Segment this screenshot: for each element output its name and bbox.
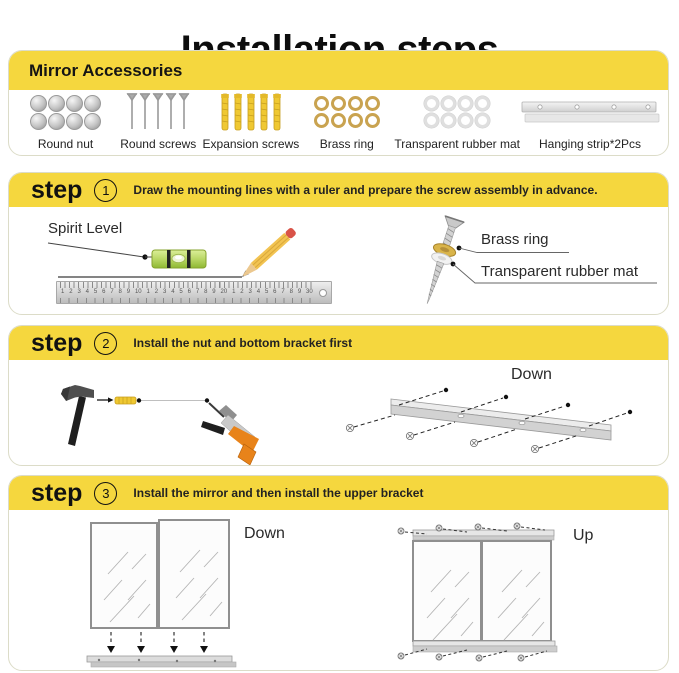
step-2-section — [8, 325, 669, 466]
hanging-strip-icon — [520, 90, 660, 134]
down-arrows — [111, 632, 204, 645]
accessories-header — [9, 51, 668, 90]
upper-bracket-icon — [413, 530, 554, 540]
step-3-section — [8, 475, 669, 671]
round-screws-icon — [125, 90, 191, 134]
step-3-illustration — [9, 510, 669, 671]
step-description: Draw the mounting lines with a ruler and prepare the screw assembly in advance. — [133, 183, 598, 197]
step-3-content — [9, 510, 668, 670]
down-label: Down — [244, 525, 285, 542]
spirit-level-icon — [152, 250, 206, 268]
step-2-illustration — [9, 360, 669, 466]
bottom-strip-icon — [87, 656, 236, 667]
accessories-title: Mirror Accessories — [29, 60, 183, 80]
step-label: step — [31, 478, 83, 507]
step-3-header — [9, 476, 668, 510]
step-number-badge: 1 — [94, 179, 117, 202]
rubber-mat-label: Transparent rubber mat — [481, 263, 639, 280]
expansion-screw-icon — [115, 397, 136, 404]
accessory-brass-ring — [299, 90, 394, 156]
down-label: Down — [511, 366, 552, 383]
accessory-rubber-mat — [394, 90, 520, 156]
step-1-content — [9, 207, 668, 314]
brass-ring-label: Brass ring — [481, 231, 549, 248]
accessory-round-nut — [17, 90, 114, 156]
accessories-section — [8, 50, 669, 156]
accessory-expansion-screws — [203, 90, 300, 156]
hammer-icon — [61, 385, 94, 446]
accessory-label: Hanging strip*2Pcs — [538, 137, 642, 151]
accessory-label: Transparent rubber mat — [394, 137, 521, 151]
mirror-panels-down-icon — [91, 520, 229, 628]
accessory-round-screws — [114, 90, 202, 156]
step-2-header — [9, 326, 668, 360]
pencil-icon — [239, 227, 297, 281]
step-2-content — [9, 360, 668, 465]
round-nut-icon — [30, 90, 101, 134]
step-number-badge: 2 — [94, 332, 117, 355]
step-label: step — [31, 328, 83, 357]
step-description: Install the nut and bottom bracket first — [133, 336, 353, 350]
step-number-badge: 3 — [94, 482, 117, 505]
expansion-screws-icon — [217, 90, 285, 134]
accessory-label: Expansion screws — [202, 137, 300, 151]
step-1-header — [9, 173, 668, 207]
drill-icon — [201, 403, 259, 465]
ruler-numbers: 1 2 3 4 5 6 7 8 9 10 1 2 3 4 5 6 7 8 9 20 1 2 3 4 5 6 7 8 9 30 — [61, 289, 313, 295]
step-description: Install the mirror and then install the upper bracket — [133, 486, 424, 500]
screw-assembly-icon — [416, 216, 465, 308]
step-1-section — [8, 172, 669, 315]
step-label: step — [31, 175, 83, 204]
brass-ring-icon — [314, 90, 380, 134]
accessories-list — [9, 90, 668, 156]
mirror-panels-up-icon — [413, 541, 551, 641]
accessory-label: Round nut — [37, 137, 94, 151]
lower-bracket-icon — [413, 641, 557, 652]
arrow-right-icon — [108, 397, 114, 402]
accessory-label: Brass ring — [319, 137, 374, 151]
ruler-hole — [319, 289, 327, 297]
rubber-mat-icon — [424, 90, 490, 134]
screw-head-icons — [346, 424, 538, 452]
accessory-hanging-strip — [520, 90, 660, 156]
spirit-level-label: Spirit Level — [48, 220, 123, 237]
accessory-label: Round screws — [120, 137, 197, 151]
up-label: Up — [573, 527, 594, 544]
ruler-icon — [56, 281, 332, 304]
